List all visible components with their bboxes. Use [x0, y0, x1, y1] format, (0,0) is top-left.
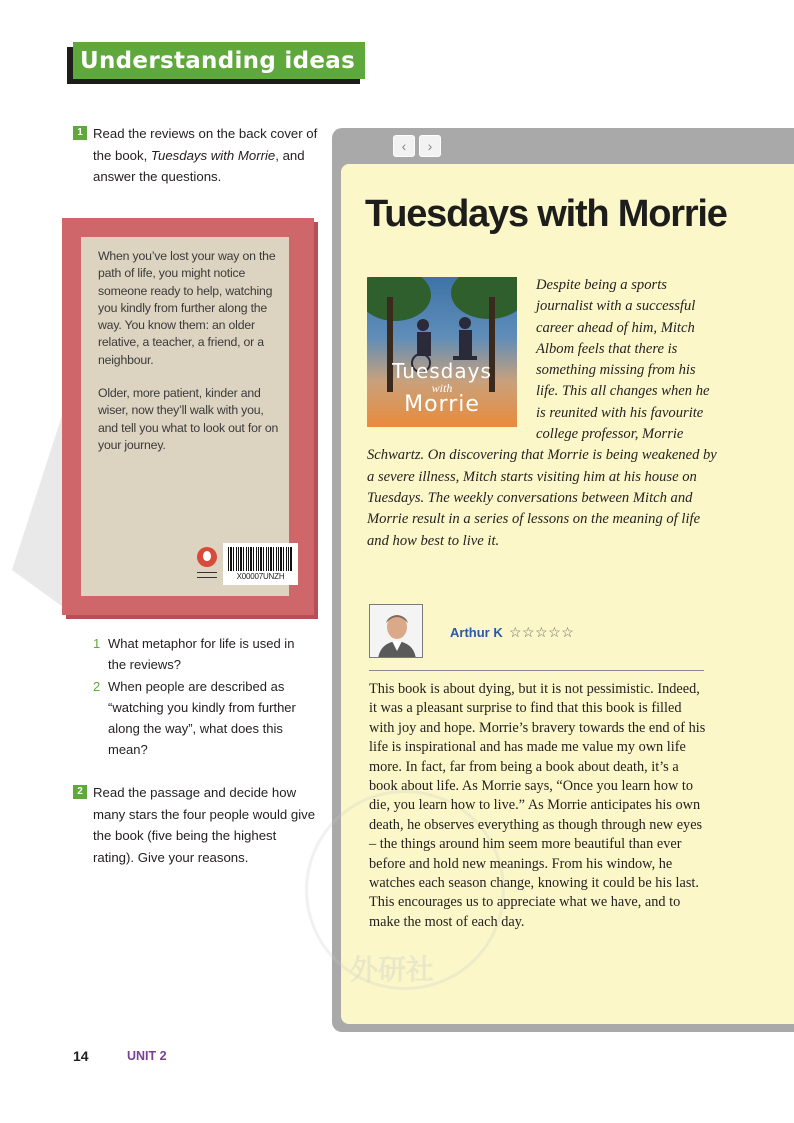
- avatar-image: [370, 605, 423, 658]
- task-number-badge: 1: [73, 126, 87, 140]
- dropdown-arrow-icon[interactable]: [415, 56, 429, 65]
- book-title: Tuesdays with Morrie: [365, 193, 727, 235]
- book-intro: [367, 275, 719, 552]
- cover-title-line-2: with: [431, 381, 453, 395]
- question-number: 1: [93, 636, 101, 651]
- task-1-text: Read the reviews on the back cover of the book, Tuesdays with Morrie, and answer the questions.: [93, 126, 318, 184]
- question-list: [93, 633, 313, 761]
- question-text: When people are described as “watching you kindly from further along the way”, what does this mean?: [108, 678, 296, 758]
- publisher-logo-lines: [197, 572, 217, 578]
- publisher-logo-icon: [197, 547, 217, 567]
- banner-separator: [406, 48, 408, 73]
- intro-text: Despite being a sports journalist with a successful career ahead of him, Mitch Albom feels that there is something missing from his life. This all changes when he is reunited with his favourite college professor, Morrie Schwartz. On discovering that Morrie is being weakened by a severe illness, Mitch starts visiting him at his house on Tuesdays. The weekly conversations between Mitch and Morrie result in a series of lessons on the meaning of life and how best to live it.: [367, 277, 717, 549]
- cover-text-panel: [81, 237, 289, 596]
- barcode-icon: [228, 547, 293, 571]
- barcode: [223, 543, 298, 585]
- question-number: 2: [93, 678, 101, 694]
- next-page-button[interactable]: ›: [419, 135, 441, 157]
- watermark-text: 外研社: [350, 954, 435, 985]
- task-number-badge: 2: [73, 785, 87, 799]
- task-1: [73, 123, 318, 188]
- book-back-cover: [62, 218, 314, 615]
- cover-title-line-3: Morrie: [404, 392, 480, 417]
- reviewer-name: Arthur K: [450, 625, 503, 640]
- reviewer-avatar: [369, 604, 423, 658]
- question-text: What metaphor for life is used in the reviews?: [108, 636, 295, 673]
- section-title: Understanding ideas: [80, 47, 356, 74]
- cover-paragraph-1: When you’ve lost your way on the path of life, you might notice someone ready to help, watching you kindly from further along the way. You know them: an older relative, a teacher, a friend, or a neighbour.: [98, 249, 276, 367]
- page-number: 14: [73, 1048, 89, 1064]
- intro-image-space: [367, 275, 536, 433]
- cover-title-line-1: Tuesdays: [392, 359, 492, 383]
- review-divider: [369, 670, 704, 671]
- unit-label: UNIT 2: [127, 1049, 167, 1063]
- task-2-text: Read the passage and decide how many stars the four people would give the book (five being the highest rating). Give your reasons.: [93, 785, 316, 865]
- cover-paragraph-2: Older, more patient, kinder and wiser, now they’ll walk with you, and tell you what to look out for on your journey.: [98, 386, 279, 452]
- question-item: [93, 633, 313, 676]
- cover-shadow: [12, 400, 67, 610]
- section-banner: [73, 42, 365, 79]
- task-2: [73, 782, 318, 868]
- barcode-number: X00007UNZH: [236, 572, 285, 581]
- previous-page-button[interactable]: ‹: [393, 135, 415, 157]
- rating-stars[interactable]: ☆☆☆☆☆: [509, 624, 575, 640]
- review-text: This book is about dying, but it is not pessimistic. Indeed, it was a pleasant surprise to find that this book is filled with joy and hope. Morrie’s bravery towards the end of his life is inspirational and has made me value my own life more. In fact, far from being a book about death, it’s a book about life. As Morrie says, “Once you learn how to die, you learn how to live.” As Morrie anticipates his own death, he observes everything as though through new eyes – the things around him seem more beautiful than ever before and hold new meanings. From his window, he watches each season change, knowing it could be his last. This encourages us to appreciate what we have, and to make the most of each day.: [369, 681, 706, 930]
- question-item: [93, 676, 313, 761]
